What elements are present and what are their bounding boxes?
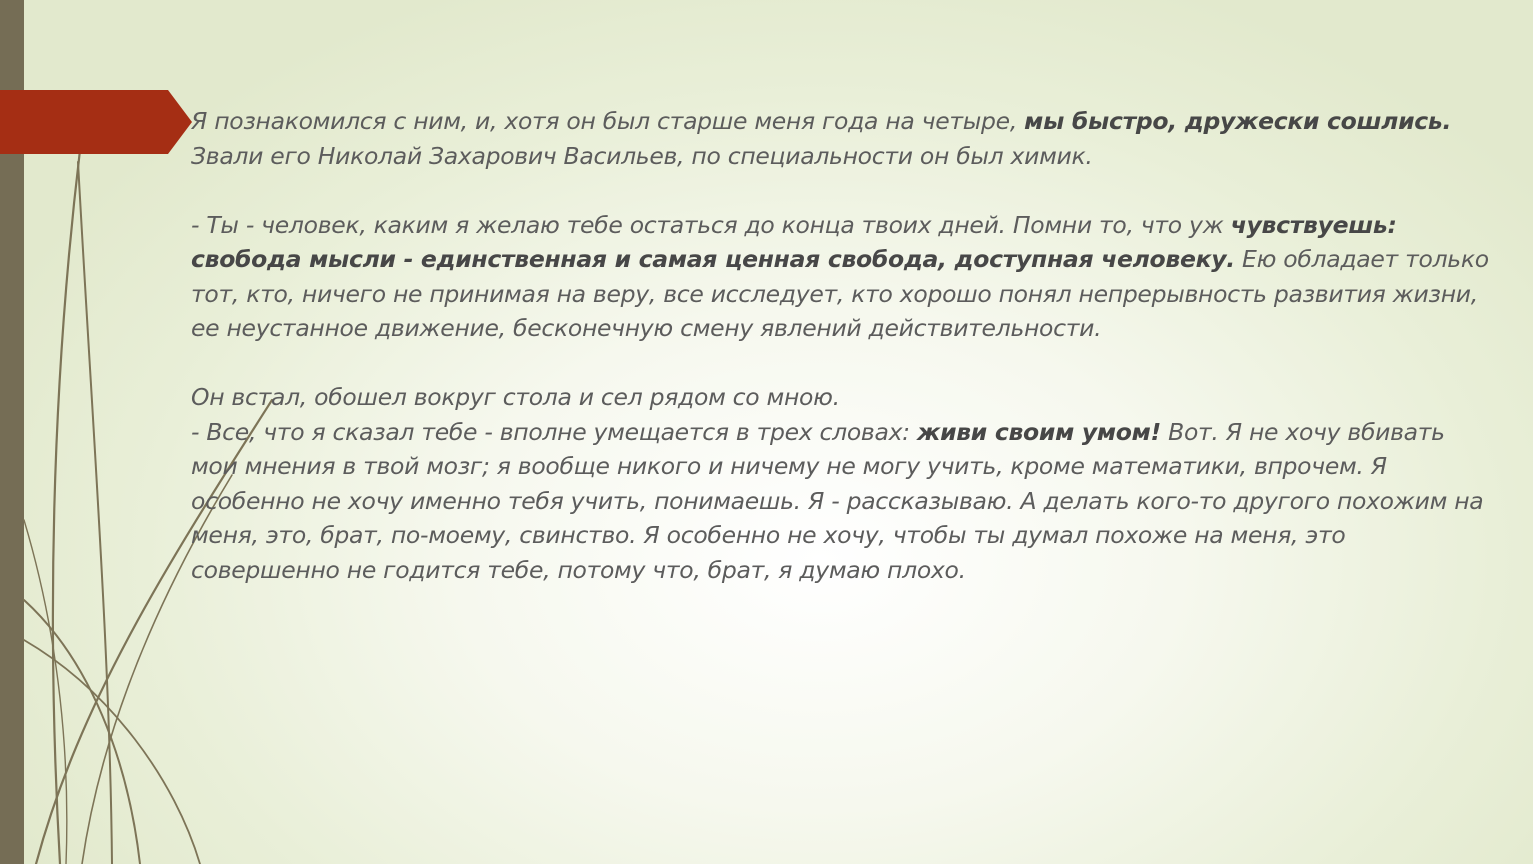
paragraph-3-bold: живи своим умом! [916, 417, 1161, 446]
paragraph-1-text-a: Я познакомился с ним, и, хотя он был старше меня года на четыре, [191, 107, 1025, 135]
paragraph-2-text-b: Ею обладает только тот, кто, ничего не принимая на веру, все исследует, кто хорошо понял непрерывность развития жизни, ее неустанное движение, бесконечную смену явлений действительности. [191, 245, 1489, 342]
paragraph-gap [191, 346, 1491, 381]
decor-curve-1 [53, 150, 80, 864]
paragraph-3-line-1: Он встал, обошел вокруг стола и сел рядом со мною. [191, 383, 840, 411]
paragraph-1 [191, 104, 1491, 173]
decor-curve-7 [24, 520, 67, 864]
paragraph-2-bold: чувствуешь: свобода мысли - единственная и самая ценная свобода, доступная человеку. [191, 210, 1397, 273]
paragraph-1-text-b: Звали его Николай Захарович Васильев, по специальности он был химик. [191, 141, 1093, 170]
accent-arrow-tab [0, 0, 200, 160]
slide-text [191, 104, 1491, 587]
paragraph-3 [191, 415, 1491, 588]
paragraph-2-text-a: - Ты - человек, каким я желаю тебе остаться до конца твоих дней. Помни то, что уж [191, 210, 1231, 239]
paragraph-3-text-a: - Все, что я сказал тебе - вполне умещается в трех словах: [191, 417, 917, 446]
paragraph-1-bold: мы быстро, дружески сошлись. [1024, 107, 1452, 135]
paragraph-3-text-b: Вот. Я не хочу вбивать мои мнения в твой мозг; я вообще никого и ничему не могу учить, кроме математики, впрочем. Я особенно не хочу именно тебя учить, понимаешь. Я - рассказываю. А делать кого-то другого похожим на меня, это, брат, по-моему, свинство. Я особенно не хочу, чтобы ты думал похоже на меня, это совершенно не годится тебе, потому что, брат, я думаю плохо. [191, 417, 1484, 584]
paragraph-gap [191, 173, 1491, 208]
paragraph-2 [191, 208, 1491, 346]
decor-curve-2 [78, 162, 112, 864]
